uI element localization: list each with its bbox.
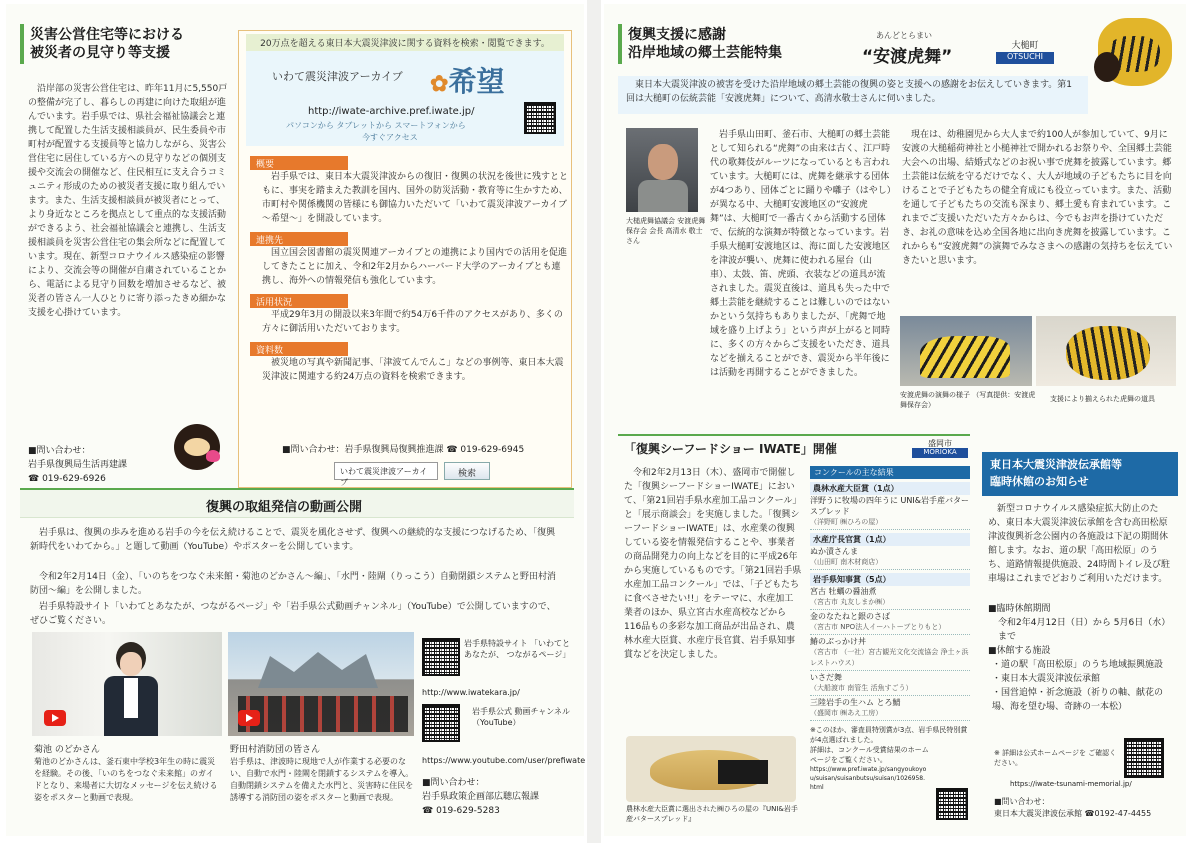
housing-contact-dept: 岩手県復興局生活再建課 bbox=[28, 460, 128, 470]
museum-body: 新型コロナウイルス感染症拡大防止のため、東日本大震災津波伝承館を含む高田松原津波復興祈念公園内の各施設は下記の期間休館します。なお、道の駅「高田松原」のうち、道路情報提供施設、24時間トイレ及び駐車場はこれまでどおりご利用いただけます。 bbox=[988, 504, 1171, 584]
iwatekara-url-link[interactable]: http://www.iwatekara.jp/ bbox=[422, 688, 520, 697]
museum-qr-code[interactable] bbox=[1124, 738, 1164, 778]
archive-materials-body: 被災地の写真や新聞記事、「津波てんでんこ」などの事例等、東日本大震災津波に関連する約24万点の資料を検索できます。 bbox=[262, 358, 564, 382]
housing-contact-tel: ☎ 019-629-6926 bbox=[28, 474, 106, 484]
archive-logo-text: 希望 bbox=[448, 65, 505, 98]
page-gutter bbox=[587, 0, 601, 843]
archive-sections bbox=[250, 150, 568, 384]
contest-result-item bbox=[810, 696, 970, 721]
archive-banner-devices: パソコンから タブレットから スマートフォンから bbox=[286, 121, 466, 130]
archive-contact: ■問い合わせ：岩手県復興局復興推進課 ☎ 019-629-6945 bbox=[282, 445, 525, 455]
mascot-character-icon bbox=[174, 424, 220, 470]
archive-banner[interactable] bbox=[246, 34, 564, 146]
contest-results bbox=[810, 466, 970, 792]
archive-banner-name: いわて震災津波アーカイブ bbox=[272, 70, 403, 83]
contest-results-detail: 詳細は、コンクール受賞結果のホームページをご覧ください。 bbox=[810, 746, 929, 764]
closed-facilities-label: ■休館する施設 bbox=[988, 646, 1051, 656]
archive-usage-body: 平成29年3月の開設以来3年間で約54万6千件のアクセスがあり、多くの方々に御活用いただいております。 bbox=[262, 310, 563, 334]
performance-photo-caption: 安渡虎舞の演舞の様子 （写真提供：安渡虎舞保存会） bbox=[900, 391, 1036, 409]
town-label-en: OTSUCHI bbox=[996, 52, 1054, 64]
housing-body: 沿岸部の災害公営住宅は、昨年11月に5,550戸の整備が完了し、暮らしの再建に向けた取組が進んでいます。岩手県では、県社会福祉協議会と連携して配置した生活支援相談員が、民生委員や市町村が配置する支援員等と協力しながら、災害公営住宅に居住している方への見守りなどの個別支援や交流会の開催など、住民相互に支え合うコミュニティ形成のための被災者支援に取り組んでいます。また、生活支援相談員が被災者にとって、より身近なところを拠点として重点的な支援活動ができるよう、社会福祉協議会と連携し、生活支援相談員を災害公営住宅の集会所などに配置しています。現在、新型コロナウイルス感染症の影響により、交流会等の開催が自粛されていることから、電話による見守り回数を増加させるなど、被災者の皆さん一人ひとりに寄り添ったきめ細かな支援を心掛けています。 bbox=[28, 84, 228, 318]
housing-title-line2: 被災者の見守り等支援 bbox=[30, 45, 170, 61]
housing-contact-label: ■問い合わせ： bbox=[28, 446, 91, 456]
firefighters-description: 岩手県は、津波時に現地で人が作業する必要のない、自動で水門・陸閘を閉鎖するシステムを導入。自動閉鎖システムを備えた水門と、災害時に住民を誘導する消防団の姿をポスターと動画で表現。 bbox=[230, 757, 414, 802]
seafood-title: 「復興シーフードショー IWATE」開催 bbox=[624, 442, 837, 456]
archive-banner-top: 20万点を超える東日本大震災津波に関する資料を検索・閲覧できます。 bbox=[246, 34, 564, 51]
archive-partners-heading: 連携先 bbox=[250, 232, 348, 246]
iwatekara-qr-code[interactable] bbox=[422, 638, 460, 676]
contest-result-item bbox=[810, 610, 970, 635]
portrait-caption: 大槌虎舞協議会 安渡虎舞保存会 会長 高清水 敬士さん bbox=[626, 217, 706, 245]
closure-period-label: ■臨時休館期間 bbox=[988, 604, 1051, 614]
contest-product: 三陸岩手の生ハム とろ鯖 bbox=[810, 698, 901, 707]
city-label-en: MORIOKA bbox=[912, 448, 968, 458]
contest-maker: （大船渡市 南管生 活魚すごう） bbox=[810, 684, 913, 692]
closed-facility-item: ・国営追悼・祈念施設（祈りの軸、献花の場、海を望む場、奇跡の一本松） bbox=[992, 688, 1164, 712]
archive-partners-body: 国立国会図書館の震災関連アーカイブとの連携により国内での活用を促進してきたことに加え、令和2年2月からハーバード大学のアーカイブとも連携し、海外への情報発信も強化しています。 bbox=[262, 248, 568, 286]
contest-maker: （盛岡市 ㈱あえ工房） bbox=[810, 709, 883, 717]
archive-overview-heading: 概要 bbox=[250, 156, 348, 170]
museum-contact-label: ■問い合わせ： bbox=[994, 797, 1050, 806]
youtube-play-icon[interactable] bbox=[44, 710, 66, 726]
town-label: 大槌町 bbox=[1011, 41, 1039, 51]
contest-product: 鰆のぶっかけ丼 bbox=[810, 637, 866, 646]
housing-title bbox=[30, 26, 230, 62]
video-title-bar bbox=[20, 488, 574, 518]
contest-result-item bbox=[810, 530, 970, 570]
contest-maker: （宮古市 NPO法人イーハトーブとりもと） bbox=[810, 623, 946, 631]
contest-product: 金のなたねと銀のさば bbox=[810, 612, 890, 621]
kyodo-title-line1: 復興支援に感謝 bbox=[628, 27, 726, 43]
archive-overview-body: 岩手県では、東日本大震災津波からの復旧・復興の状況を後世に残すとともに、事実を踏まえた教訓を国内、国外の防災活動・教育等に生かすため、市町村や関係機関の皆様にも御協力いただいて「いわて震災津波アーカイブ～希望～」を開設しています。 bbox=[262, 172, 569, 224]
right-page bbox=[604, 4, 1186, 836]
museum-url-link[interactable]: https://iwate-tsunami-memorial.jp/ bbox=[1010, 780, 1132, 788]
product-photo-caption: 農林水産大臣賞に選出された㈱ひろの屋の『UNI&岩手産バタースプレッド』 bbox=[626, 805, 798, 823]
contest-product: 洋野うに牧場の四年うに UNI&岩手産バタースプレッド bbox=[810, 496, 969, 516]
tools-photo-caption: 支援により揃えられた虎舞の道具 bbox=[1050, 395, 1155, 403]
seafood-title-bar bbox=[618, 434, 970, 458]
video-body-1: 岩手県は、復興の歩みを進める岩手の今を伝え続けることで、震災を風化させず、復興への継続的な支援につなげるため、「復興新時代をいわてから。」と題して動画（YouTube）やポスターを公開しています。 bbox=[30, 528, 556, 552]
closure-period: 令和2年4月12日（日）から 5月6日（水）まで bbox=[998, 618, 1171, 642]
contest-product: 宮古 牡蠣の醤油煮 bbox=[810, 587, 877, 596]
contest-maker: （宮古市 （一社）宮古観光文化交流協会 浄土ヶ浜レストハウス） bbox=[810, 648, 969, 667]
museum-title-line2: 臨時休館のお知らせ bbox=[990, 475, 1089, 488]
archive-search-input[interactable]: いわて震災津波アーカイブ bbox=[334, 462, 438, 480]
contest-result-item bbox=[810, 671, 970, 696]
city-label: 盛岡市 bbox=[928, 439, 952, 448]
contest-product: いさだ舞 bbox=[810, 673, 842, 682]
firefighters-caption: 野田村消防団の皆さん bbox=[230, 745, 321, 755]
kyodo-column-1: 岩手県山田町、釜石市、大槌町の郷土芸能として知られる“虎舞”の由来は古く、江戸時代の歌舞伎がルーツになっているとも言われています。大槌町には、虎舞を継承する団体が4つあり、団体ごとに踊りや囃子（はやし）が異なる中、大槌町安渡地区の“安渡虎舞”は、大槌町で一番古くから活動する団体で、伝統的な演舞が特徴となっています。岩手県大槌町安渡地区は、海に面した安渡地区を津波が襲い、虎舞に使われる屋台（山車）、太鼓、笛、虎頭、衣装などの道具が流されました。震災直後は、道具も失った中で郷土芸能を継続することは難しいのではないかという気持ちもありましたが、「虎舞で地域を盛り上げよう」という声が上がると同時に、多くの方々からご支援をいただき、道具などを揃えることができ、震災から半年後には活動を再開することができました。 bbox=[710, 130, 892, 378]
youtube-play-icon[interactable] bbox=[238, 710, 260, 726]
closed-facility-item: ・東日本大震災津波伝承館 bbox=[992, 674, 1101, 684]
video-contact bbox=[422, 776, 539, 818]
contest-product: ぬか漬さんま bbox=[810, 547, 858, 556]
title-accent-bar bbox=[618, 24, 622, 64]
toramai-ruby: あんどとらまい bbox=[876, 31, 932, 40]
contest-result-item bbox=[810, 479, 970, 530]
archive-banner-access: 今すぐアクセス bbox=[362, 133, 418, 142]
housing-contact bbox=[28, 444, 168, 486]
archive-materials-heading: 資料数 bbox=[250, 342, 348, 356]
museum-schedule bbox=[988, 602, 1174, 714]
housing-title-line1: 災害公営住宅等における bbox=[30, 27, 184, 43]
video-body-2: 令和2年2月14日（金）、「いのちをつなぐ未来館・菊池のどかさん～編」、「水門・陸閘（りっこう）自動閉鎖システムと野田村消防団～編」を公開しました。 bbox=[30, 572, 557, 596]
left-page bbox=[6, 4, 584, 836]
contest-maker: （宮古市 丸友しまか㈱） bbox=[810, 598, 890, 606]
nodoka-caption: 菊池 のどかさん bbox=[34, 745, 100, 755]
video-contact-tel: ☎ 019-629-5283 bbox=[422, 806, 500, 816]
youtube-channel-qr-label: 岩手県公式 動画チャンネル （YouTube） bbox=[472, 707, 571, 727]
uni-butter-product-photo bbox=[626, 736, 796, 802]
video-contact-dept: 岩手県政策企画部広聴広報課 bbox=[422, 792, 540, 802]
contest-results-qr-code[interactable] bbox=[936, 788, 968, 820]
museum-contact-value: 東日本大震災津波伝承館 ☎0192-47-4455 bbox=[994, 809, 1152, 818]
seafood-body: 令和2年2月13日（木）、盛岡市で開催した「復興シーフードショーIWATE」において、「第21回岩手県水産加工品コンクール」と「展示商談会」を実施しました。「復興シーフードショーIWATE」は、水産業の復興している姿を情報発信することや、事業者の商品開発力の向上などを目的に平成26年から実施しているものです。「第21回岩手県水産加工品コンクール」では、「子どもたちに食べさせたい!!」をテーマに、水産加工業者のほか、県立宮古水産高校などから116品もの多彩な加工商品が出品され、農林水産大臣賞、水産庁長官賞、岩手県知事賞などを決定しました。 bbox=[624, 468, 802, 660]
contest-award: 農林水産大臣賞（1点） bbox=[810, 482, 970, 495]
archive-logo-flower-icon: ✿ bbox=[430, 71, 449, 97]
closed-facilities-list bbox=[988, 658, 1174, 714]
nodoka-description: 菊池のどかさんは、釜石東中学校3年生の時に震災を経験。その後、「いのちをつなぐ未来館」のガイドとなり、来場者に大切なメッセージを伝え続ける姿をポスターと動画で表現。 bbox=[34, 757, 218, 802]
archive-qr-code[interactable] bbox=[524, 102, 556, 134]
museum-title-line1: 東日本大震災津波伝承館等 bbox=[990, 458, 1122, 471]
video-title: 復興の取組発信の動画公開 bbox=[206, 500, 363, 515]
youtube-channel-url-link[interactable]: https://www.youtube.com/user/prefiwate bbox=[422, 756, 586, 765]
video-body-3: 岩手県特設サイト「いわてとあなたが、つながるページ」や「岩手県公式動画チャンネル」（YouTube）で公開していますので、ぜひご覧ください。 bbox=[30, 602, 556, 626]
contest-maker: （山田町 南木材商店） bbox=[810, 558, 883, 566]
tiger-mascot-icon bbox=[1098, 18, 1172, 86]
archive-usage-heading: 活用状況 bbox=[250, 294, 348, 308]
contest-award: 水産庁長官賞（1点） bbox=[810, 533, 970, 546]
contest-result-item bbox=[810, 635, 970, 671]
iwatekara-qr-label: 岩手県特設サイト 「いわてとあなたが、 つながるページ」 bbox=[464, 639, 571, 659]
contest-results-url-link[interactable]: https://www.pref.iwate.jp/sangyoukoyou/suisan/suisanbutsu/suisan/1026958.html bbox=[810, 766, 927, 791]
contest-results-heading: コンクールの主な結果 bbox=[810, 466, 970, 479]
contest-maker: （洋野町 ㈱ひろの屋） bbox=[810, 518, 883, 526]
toramai-performance-photo bbox=[900, 316, 1032, 386]
kyodo-lead: 東日本大震災津波の被害を受けた沿岸地域の郷土芸能の復興の姿と支援への感謝をお伝えしていきます。第1回は大槌町の伝統芸能「安渡虎舞」について、高清水敬士さんに伺いました。 bbox=[626, 80, 1073, 104]
archive-search-button[interactable]: 検索 bbox=[444, 462, 490, 480]
kyodo-lead-box bbox=[618, 76, 1088, 114]
closed-facility-item: ・道の駅「高田松原」のうち地域振興施設 bbox=[992, 660, 1164, 670]
kyodo-title-line2: 沿岸地域の郷土芸能特集 bbox=[628, 45, 782, 61]
kyodo-title bbox=[628, 26, 818, 62]
toramai-tools-photo bbox=[1036, 316, 1176, 386]
kyodo-column-2: 現在は、幼稚園児から大人まで約100人が参加していて、9月に安渡の大槌稲荷神社と小槌神社で開かれるお祭りや、全国郷土芸能大会への出場、結婚式などのお祝い事で虎舞を披露しています。郷土芸能は伝統を守るだけでなく、大人が地域の子どもたちに目を向けることで子どもたちの健全育成にも役立っています。また、活動を通して子どもたちの交流も深まり、郷土愛も育まれています。これまでご支援いただいた方々からは、今でもお声を掛けていただき、お礼の意味を込め全国各地に出向き虎舞を披露しています。これからも“安渡虎舞”の演舞でみなさまへの感謝の気持ちを伝えていきたいと思います。 bbox=[902, 130, 1173, 266]
archive-url-link[interactable]: http://iwate-archive.pref.iwate.jp/ bbox=[308, 106, 475, 117]
archive-logo bbox=[430, 60, 504, 100]
museum-note: ※ 詳細は公式ホームページを ご確認ください。 bbox=[994, 749, 1117, 767]
title-accent-bar bbox=[20, 24, 24, 64]
contest-result-item bbox=[810, 570, 970, 610]
toramai-name: “安渡虎舞” bbox=[862, 47, 953, 67]
youtube-channel-qr-code[interactable] bbox=[422, 704, 460, 742]
contest-results-note: ※このほか、審査員特別賞が3点、岩手県民特別賞が4点選ばれました。 bbox=[810, 726, 968, 744]
contest-award: 岩手県知事賞（5点） bbox=[810, 573, 970, 586]
contest-results-list bbox=[810, 479, 970, 721]
museum-title-bar bbox=[982, 452, 1178, 496]
video-contact-label: ■問い合わせ： bbox=[422, 778, 485, 788]
museum-contact bbox=[994, 796, 1151, 820]
